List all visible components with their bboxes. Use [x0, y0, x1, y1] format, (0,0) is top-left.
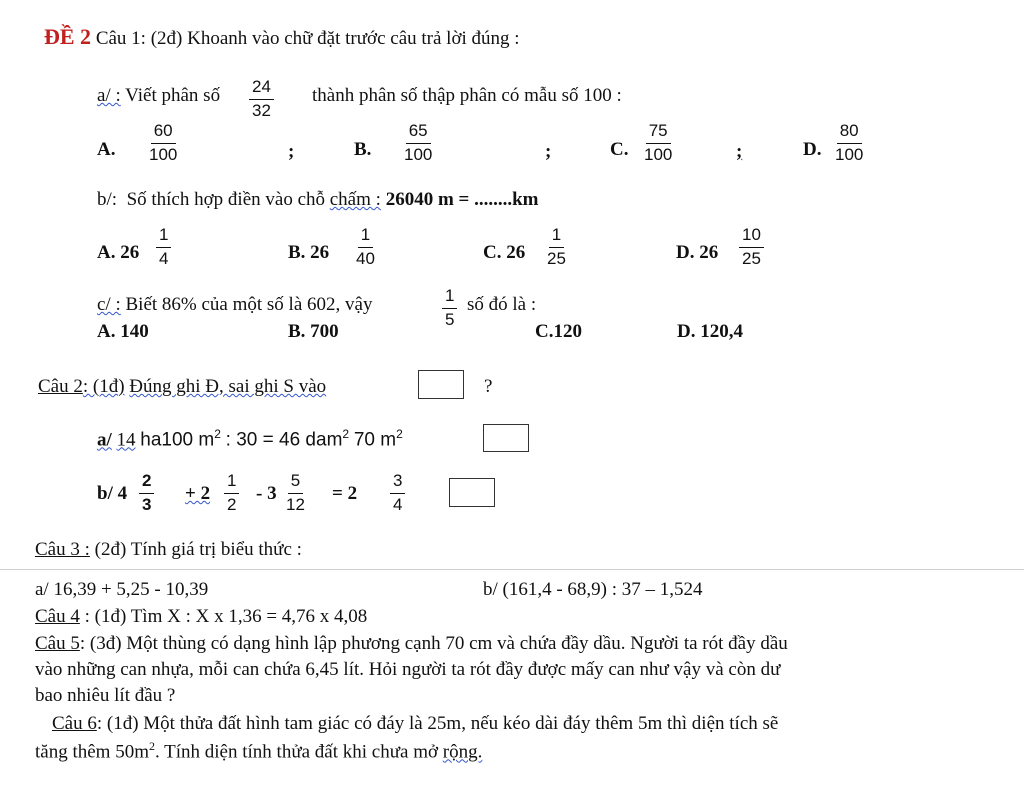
fraction-numerator: 24	[249, 78, 274, 100]
superscript: 2	[396, 427, 403, 441]
q1c-option-d: D. 120,4	[677, 321, 743, 342]
q2b-plus: + 2	[185, 483, 211, 504]
fraction-denominator: 2	[227, 494, 237, 514]
fraction-denominator: 5	[445, 309, 455, 329]
q1a-option-letter: C.	[610, 139, 629, 160]
fraction-denominator: 100	[835, 144, 864, 164]
q3b-expression: b/ (161,4 - 68,9) : 37 – 1,524	[483, 579, 703, 600]
q1c-option-b: B. 700	[288, 321, 339, 342]
q2b-label: b/ 4	[97, 483, 128, 504]
separator: ;	[736, 141, 743, 162]
q1c-option-a: A. 140	[97, 321, 149, 342]
question-4-line	[35, 607, 367, 626]
divider-line	[0, 569, 1024, 570]
q1a-line	[97, 86, 220, 105]
question-5-line-1	[35, 634, 788, 653]
separator: ;	[545, 141, 552, 162]
q2b-fraction-1	[137, 472, 156, 514]
q1c-line	[97, 295, 372, 314]
q1a-option-b-fraction	[402, 122, 434, 164]
q2b-minus: - 3	[256, 483, 277, 504]
answer-box[interactable]	[418, 370, 464, 399]
superscript: 2	[148, 739, 155, 753]
q2a-label: a/	[97, 429, 112, 451]
fraction-denominator: 12	[286, 494, 305, 514]
q1a-option-letter: D.	[803, 139, 822, 160]
question-2-text: Đúng ghi Đ, sai ghi S vào	[129, 376, 327, 397]
question-6-line-2	[35, 740, 482, 761]
exam-code: ĐỀ 2	[44, 24, 92, 49]
question-6-text-2c: rộng.	[442, 741, 483, 763]
fraction-denominator: 25	[547, 248, 566, 268]
fraction-denominator: 100	[149, 144, 178, 164]
q3a-expression: a/ 16,39 + 5,25 - 10,39	[35, 579, 209, 600]
answer-box[interactable]	[483, 424, 529, 452]
q2a-part-2: ha100 m	[140, 429, 215, 451]
fraction-numerator: 3	[390, 472, 405, 494]
question-1-title: Câu 1: (2đ) Khoanh vào chữ đặt trước câu trả lời đúng :	[95, 28, 520, 49]
fraction-numerator: 1	[156, 226, 171, 248]
q1b-expression: 26040 m = ........km	[385, 189, 539, 210]
answer-box[interactable]	[449, 478, 495, 507]
q1c-text-after: số đó là :	[467, 294, 537, 315]
fraction-denominator: 4	[159, 248, 169, 268]
q1b-option-a-fraction	[154, 226, 173, 268]
question-3-title: Câu 3 :	[35, 539, 90, 560]
q1a-option-c-fraction	[642, 122, 674, 164]
fraction-numerator: 1	[358, 226, 373, 248]
fraction-numerator: 75	[646, 122, 671, 144]
fraction-denominator: 40	[356, 248, 375, 268]
fraction-denominator: 4	[393, 494, 403, 514]
question-2-line	[38, 377, 326, 396]
fraction-numerator: 2	[139, 472, 154, 494]
q1b-cham: chấm :	[329, 189, 381, 210]
question-3-line	[35, 540, 302, 559]
q1a-fraction	[247, 78, 276, 120]
question-2-title: Câu 2	[38, 376, 83, 397]
fraction-numerator: 60	[151, 122, 176, 144]
q1c-option-c: C.120	[535, 321, 582, 342]
question-6-title: Câu 6	[52, 713, 97, 734]
q1c-fraction	[440, 287, 459, 329]
q1b-line	[97, 190, 539, 209]
q2a-part-3: : 30 = 46 dam	[225, 429, 343, 451]
fraction-denominator: 25	[742, 248, 761, 268]
q2a-line	[97, 428, 403, 449]
question-6-text-1: : (1đ) Một thửa đất hình tam giác có đáy là 25m, nếu kéo dài đáy thêm 5m thì diện tích sẽ	[96, 713, 779, 734]
q2b-equals: = 2	[332, 483, 358, 504]
superscript: 2	[214, 427, 221, 441]
q2b-fraction-3	[284, 472, 307, 514]
fraction-denominator: 100	[404, 144, 433, 164]
q1c-text-before: Biết 86% của một số là 602, vậy	[125, 294, 373, 315]
question-5-text-1: : (3đ) Một thùng có dạng hình lập phương cạnh 70 cm và chứa đầy dầu. Người ta rót đầy dầu	[79, 633, 788, 654]
q1a-option-d-fraction	[833, 122, 865, 164]
fraction-numerator: 65	[406, 122, 431, 144]
q1a-text-before: Viết phân số	[125, 85, 221, 106]
q1a-option-a-fraction	[147, 122, 179, 164]
q1b-option-b-label: B. 26	[288, 242, 330, 263]
fraction-numerator: 10	[739, 226, 764, 248]
question-5-title: Câu 5	[35, 633, 80, 654]
q1b-option-d-fraction	[737, 226, 766, 268]
fraction-denominator: 3	[142, 494, 152, 514]
question-6-text-2a: tăng thêm 50m	[35, 741, 149, 763]
q1b-text: Số thích hợp điền vào chỗ	[126, 189, 325, 210]
question-6-text-2b: . Tính diện tính thửa đất khi chưa mở	[154, 741, 439, 763]
q1b-option-d-label: D. 26	[676, 242, 719, 263]
q1a-label: a/ :	[97, 85, 121, 106]
q1b-option-c-fraction	[545, 226, 568, 268]
question-2-tail: ?	[484, 376, 493, 397]
q1b-label: b/:	[97, 189, 118, 210]
q2b-fraction-2	[222, 472, 241, 514]
question-4-text: : (1đ) Tìm X : X x 1,36 = 4,76 x 4,08	[84, 606, 368, 627]
fraction-numerator: 1	[442, 287, 457, 309]
question-4-title: Câu 4	[35, 606, 80, 627]
q2b-fraction-4	[388, 472, 407, 514]
question-3-text: (2đ) Tính giá trị biểu thức :	[94, 539, 302, 560]
fraction-denominator: 100	[644, 144, 673, 164]
q1c-label: c/ :	[97, 294, 121, 315]
q1a-text-after: thành phân số thập phân có mẫu số 100 :	[312, 85, 622, 106]
fraction-numerator: 1	[549, 226, 564, 248]
question-6-line-1	[52, 714, 778, 733]
question-5-text-2: vào những can nhựa, mỗi can chứa 6,45 lít. Hỏi người ta rót đầy được mấy can như vậy và còn dư	[35, 659, 781, 680]
q1b-option-c-label: C. 26	[483, 242, 526, 263]
fraction-numerator: 80	[837, 122, 862, 144]
question-5-text-3: bao nhiêu lít đầu ?	[35, 685, 176, 706]
q1a-option-letter: B.	[354, 139, 372, 160]
header-line	[44, 26, 520, 48]
q2a-part-1: 14	[116, 429, 136, 451]
q1b-option-a-label: A. 26	[97, 242, 140, 263]
superscript: 2	[342, 427, 350, 441]
q2a-part-4: 70 m	[353, 429, 397, 451]
fraction-numerator: 5	[288, 472, 303, 494]
question-2-points: : (1đ)	[82, 376, 125, 397]
q1b-option-b-fraction	[354, 226, 377, 268]
q1a-option-letter: A.	[97, 139, 116, 160]
fraction-denominator: 32	[252, 100, 271, 120]
fraction-numerator: 1	[224, 472, 239, 494]
separator: ;	[288, 141, 295, 162]
